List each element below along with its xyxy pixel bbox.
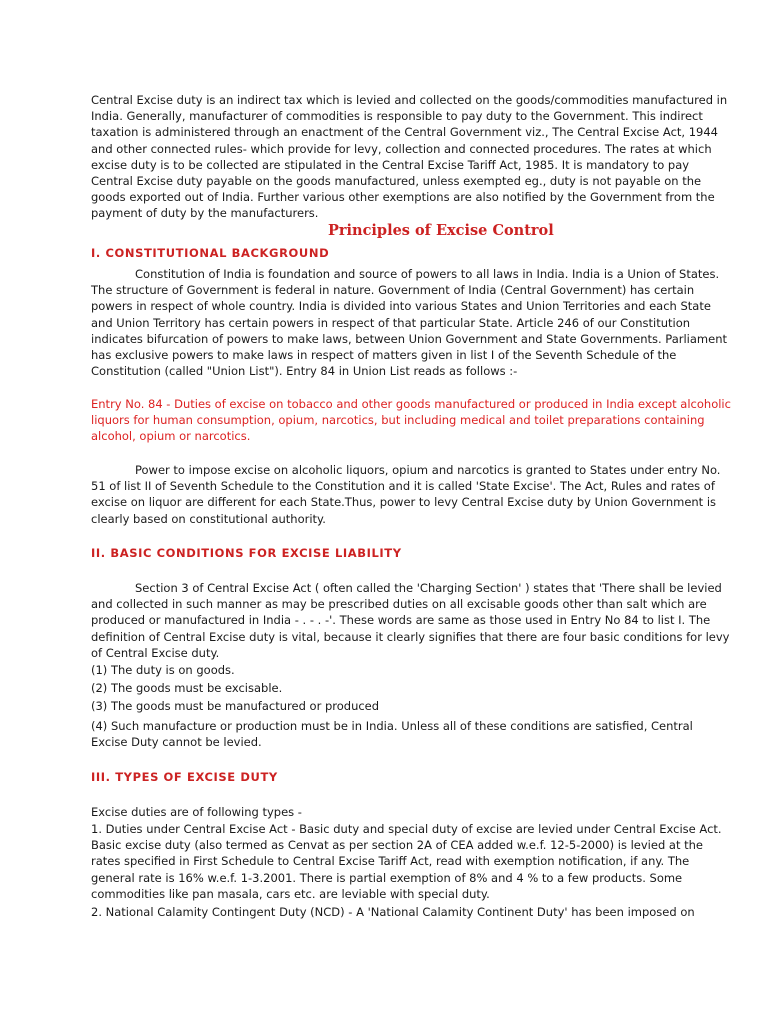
text-line: The structure of Government is federal in nature. Government of India (Central Government) has certain <box>91 283 695 298</box>
text-line: payment of duty by the manufacturers. <box>91 206 319 221</box>
text-line: alcohol, opium or narcotics. <box>91 429 251 444</box>
text-line: and Union Territory has certain powers in respect of that particular State. Article 246 of our Constitution <box>91 315 691 330</box>
text-line: excise on liquor are different for each State.Thus, power to levy Central Excise duty by Union Government is <box>91 495 717 510</box>
text-line: of Central Excise duty. <box>91 645 220 660</box>
text-line: 51 of list II of Seventh Schedule to the Constitution and it is called 'State Excise'. The Act, Rules and rates of <box>91 479 715 494</box>
section1-paragraph <box>91 266 727 379</box>
condition-list <box>91 662 379 715</box>
section1-paragraph-2 <box>91 462 720 527</box>
text-line: and collected in such manner as may be prescribed duties on all excisable goods other than salt which are <box>91 597 707 612</box>
text-line: liquors for human consumption, opium, narcotics, but including medical and toilet preparations containing <box>91 413 705 428</box>
section-heading: II. BASIC CONDITIONS FOR EXCISE LIABILITY <box>91 546 402 560</box>
list-item: (2) The goods must be excisable. <box>91 681 283 696</box>
condition-4 <box>91 718 693 750</box>
section2-paragraph <box>91 580 729 661</box>
text-line: Basic excise duty (also termed as Cenvat as per section 2A of CEA added w.e.f. 12-5-2000) is levied at the <box>91 838 703 853</box>
text-line: Central Excise duty is an indirect tax which is levied and collected on the goods/commodities manufactured in <box>91 93 728 107</box>
section3-intro: Excise duties are of following types - <box>91 805 302 819</box>
text-line: produced or manufactured in India - . - . -'. These words are same as those used in Entry No 84 to list I. The <box>91 613 711 628</box>
list-item <box>91 821 722 902</box>
text-line: definition of Central Excise duty is vital, because it clearly signifies that there are four basic conditions for levy <box>91 629 730 644</box>
text-line: clearly based on constitutional authority. <box>91 511 326 526</box>
text-line: excise duty is to be collected are stipulated in the Central Excise Tariff Act, 1985. It is mandatory to pay <box>91 157 690 172</box>
text-line: Constitution of India is foundation and source of powers to all laws in India. India is a Union of States. <box>135 267 720 281</box>
list-item: (3) The goods must be manufactured or produced <box>91 699 380 714</box>
text-line: has exclusive powers to make laws in respect of matters given in list I of the Seventh Schedule of the <box>91 348 677 363</box>
text-line: goods exported out of India. Further various other exemptions are also notified by the Government from the <box>91 190 715 205</box>
text-line: Power to impose excise on alcoholic liquors, opium and narcotics is granted to States under entry No. <box>135 463 721 477</box>
intro-paragraph <box>91 92 727 222</box>
text-line: Constitution (called "Union List"). Entry 84 in Union List reads as follows :- <box>91 364 518 379</box>
text-line: powers in respect of whole country. India is divided into various States and Union Territories and each State <box>91 299 711 314</box>
list-item: 2. National Calamity Contingent Duty (NCD) - A 'National Calamity Continent Duty' has been imposed on <box>91 905 695 919</box>
text-line: rates specified in First Schedule to Central Excise Tariff Act, read with exemption notification, if any. The <box>91 854 690 869</box>
text-line: and other connected rules- which provide for levy, collection and connected procedures. The rates at which <box>91 141 712 156</box>
text-line: 1. Duties under Central Excise Act - Basic duty and special duty of excise are levied under Central Excise Act. <box>91 822 722 836</box>
section-heading: III. TYPES OF EXCISE DUTY <box>91 770 278 784</box>
page-title: Principles of Excise Control <box>328 222 554 239</box>
text-line: taxation is administered through an enactment of the Central Government viz., The Central Excise Act, 1944 <box>91 125 718 140</box>
list-item: (1) The duty is on goods. <box>91 663 235 677</box>
text-line: Section 3 of Central Excise Act ( often called the 'Charging Section' ) states that 'There shall be levied <box>135 581 722 595</box>
text-line: India. Generally, manufacturer of commodities is responsible to pay duty to the Government. This indirect <box>91 109 703 124</box>
text-line: general rate is 16% w.e.f. 1-3.2001. There is partial exemption of 8% and 4 % to a few products. Some <box>91 870 683 885</box>
text-line: Excise Duty cannot be levied. <box>91 735 262 750</box>
text-line: Central Excise duty payable on the goods manufactured, unless exempted eg., duty is not payable on the <box>91 174 702 189</box>
text-line: commodities like pan masala, cars etc. are leviable with special duty. <box>91 886 490 901</box>
section-heading: I. CONSTITUTIONAL BACKGROUND <box>91 246 330 260</box>
text-line: Entry No. 84 - Duties of excise on tobacco and other goods manufactured or produced in India except alcoholic <box>91 397 731 411</box>
text-line: indicates bifurcation of powers to make laws, between Union Government and State Governments. Parliament <box>91 331 728 346</box>
text-line: (4) Such manufacture or production must be in India. Unless all of these conditions are satisfied, Central <box>91 719 693 733</box>
entry-84-quote <box>91 396 731 445</box>
